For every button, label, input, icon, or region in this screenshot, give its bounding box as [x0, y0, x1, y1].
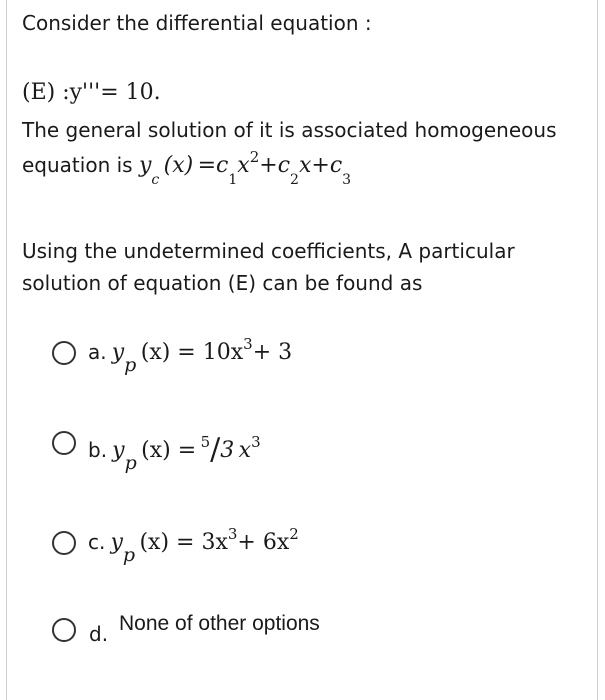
question-intro: Consider the differential equation :	[22, 11, 372, 35]
option-d-radio[interactable]	[52, 618, 76, 642]
option-b-letter: b.	[88, 438, 108, 462]
option-c[interactable]	[88, 525, 299, 566]
option-c-radio[interactable]	[52, 531, 76, 555]
differential-equation: (E) :y'''= 10.	[22, 80, 161, 105]
option-c-letter: c.	[88, 530, 106, 554]
option-b[interactable]	[88, 430, 261, 474]
homogeneous-solution: $y_c$ $(x) =c_1x^2+c_2x+c_3$	[138, 148, 352, 188]
option-d-text[interactable]: None of other options	[119, 612, 320, 635]
option-a-radio[interactable]	[52, 341, 76, 365]
option-c-expression: yp $(x) = 3x^3+ 6x^2$	[110, 525, 299, 566]
general-solution-prefix: equation is	[22, 153, 139, 177]
prompt-line1: Using the undetermined coefficients, A particular	[22, 239, 515, 263]
general-solution-line2	[22, 148, 352, 188]
general-solution-line1: The general solution of it is associated homogeneous	[22, 118, 557, 142]
option-a-expression: yp $(x) = 10x^3+ 3$	[111, 335, 293, 376]
option-d-letter[interactable]: d.	[89, 622, 109, 646]
option-b-radio[interactable]	[52, 431, 76, 455]
option-b-expression: yp (x) = $^5$/3 $x^3$	[112, 432, 261, 474]
option-a-letter: a.	[88, 340, 107, 364]
option-a[interactable]	[88, 335, 293, 376]
prompt-line2: solution of equation (E) can be found as	[22, 271, 423, 295]
